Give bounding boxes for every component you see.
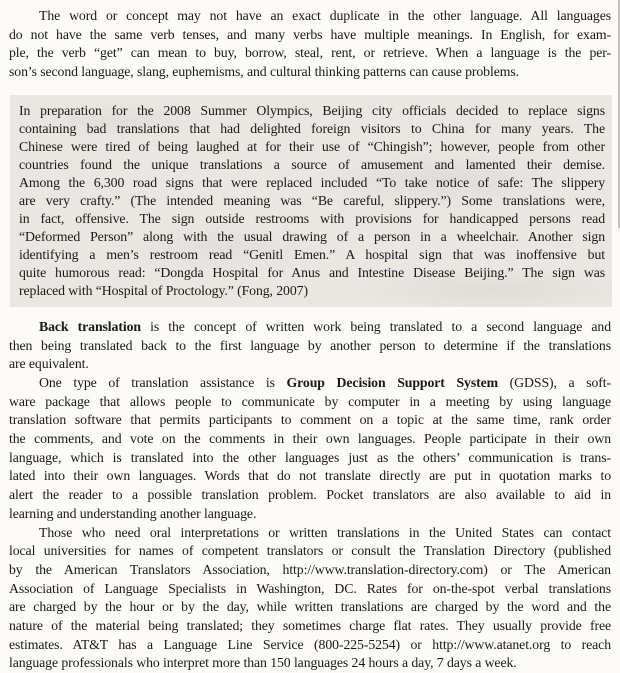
text-segment: “Deformed Person” along with the usual drawing of a person in a wheelchair. Another sign	[19, 228, 605, 244]
text-line	[19, 192, 605, 210]
text-segment: are very crafty.” (The intended meaning was “Be careful, slippery.”) Some translations were,	[19, 192, 605, 208]
text-segment: containing bad translations that had delighted foreign visitors to China for many years. The	[19, 120, 605, 136]
text-line	[19, 156, 605, 174]
text-line	[9, 411, 611, 430]
text-segment: Among the 6,300 road signs that were replaced included “To take notice of safe: The slippery	[19, 174, 605, 190]
text-segment: alert the reader to a possible translation problem. Pocket translators are also available to aid in	[9, 487, 611, 503]
text-segment: son’s second language, slang, euphemisms, and cultural thinking patterns can cause problems.	[9, 64, 519, 80]
text-segment: by the American Translators Association, http://www.translation-directory.com) or The American	[9, 561, 611, 577]
text-segment: In preparation for the 2008 Summer Olympics, Beijing city officials decided to replace signs	[19, 102, 605, 118]
text-segment: local universities for names of competent translators or consult the Translation Directory (published	[9, 543, 611, 559]
text-line	[9, 337, 611, 356]
text-line	[19, 264, 605, 282]
text-line	[9, 486, 611, 505]
text-line	[9, 636, 611, 655]
bold-key-term: Back translation	[39, 318, 141, 334]
text-segment: is the concept of written work being translated to a second language and	[140, 318, 611, 334]
page-content	[9, 7, 611, 673]
text-segment: learning and understanding another language.	[9, 505, 257, 521]
text-line	[9, 44, 611, 63]
text-line	[9, 393, 611, 412]
text-line	[9, 654, 611, 673]
text-line	[9, 505, 611, 524]
text-segment: Association of Language Specialists in Washington, DC. Rates for on-the-spot verbal translations	[9, 580, 611, 596]
text-line	[9, 318, 611, 337]
text-segment: translation software that permits participants to comment on a topic at the same time, rank order	[9, 412, 611, 428]
text-segment: quite humorous read: “Dongda Hospital for Anus and Intestine Disease Beijing.” The sign was	[19, 264, 605, 280]
paragraph	[9, 524, 611, 673]
text-line	[9, 542, 611, 561]
text-segment: The word or concept may not have an exact duplicate in the other language. All languages	[39, 8, 611, 23]
text-segment: identifying a men’s restroom read “Genitl Emen.” A hospital sign that was inoffensive but	[19, 246, 605, 262]
text-segment: replaced with “Hospital of Proctology.” (Fong, 2007)	[19, 282, 308, 298]
text-line	[9, 7, 611, 26]
text-line	[9, 430, 611, 449]
text-segment: countries found the unique translations a source of amusement and lamented their demise.	[19, 156, 605, 172]
text-segment: the comments, and vote on the comments in their own languages. People participate in their own	[9, 431, 611, 447]
text-line	[19, 210, 605, 228]
bold-key-term: Group Decision Support System	[286, 374, 499, 390]
text-line	[9, 355, 611, 374]
paragraph	[9, 374, 611, 524]
text-line	[9, 561, 611, 580]
text-line	[19, 246, 605, 264]
text-line	[9, 617, 611, 636]
paragraph	[9, 7, 611, 82]
paragraph	[9, 318, 611, 374]
text-segment: are equivalent.	[9, 356, 89, 372]
text-line	[9, 467, 611, 486]
text-line	[9, 598, 611, 617]
text-segment: One type of translation assistance is	[39, 374, 287, 390]
text-segment: ple, the verb “get” can mean to buy, borrow, steal, rent, or retrieve. When a language is the per-	[9, 45, 611, 61]
text-segment: (GDSS), a soft-	[498, 374, 611, 390]
text-segment: estimates. AT&T has a Language Line Service (800-225-5254) or http://www.atanet.org to reach	[9, 636, 611, 652]
text-segment: Those who need oral interpretations or written translations in the United States can contact	[39, 524, 611, 540]
text-segment: ware package that allows people to communicate by computer in a meeting by using language	[9, 393, 611, 409]
text-line	[9, 580, 611, 599]
text-segment: lated into their own languages. Words that do not translate directly are put in quotation marks to	[9, 468, 611, 484]
text-segment: Chinese were tired of being laughed at for their use of “Chingish”; however, people from other	[19, 138, 605, 154]
highlight-box	[10, 95, 612, 307]
text-line	[9, 63, 611, 82]
text-line	[9, 449, 611, 468]
text-segment: then being translated back to the first language by another person to determine if the translations	[9, 337, 611, 353]
text-segment: are charged by the hour or by the day, while written translations are charged by the word and the	[9, 599, 611, 615]
text-segment: language, which is translated into the other languages just as the others’ communication is trans-	[9, 449, 611, 465]
text-segment: nature of the material being translated; they sometimes charge flat rates. They usually provide free	[9, 618, 611, 634]
text-line	[19, 228, 605, 246]
text-line	[19, 138, 605, 156]
text-line	[9, 374, 611, 393]
text-line	[19, 120, 605, 138]
text-segment: in fact, offensive. The sign outside restrooms with provisions for handicapped persons read	[19, 210, 605, 226]
text-line	[19, 282, 605, 300]
text-segment: do not have the same verb tenses, and many verbs have multiple meanings. In English, for exam-	[9, 26, 611, 42]
text-line	[9, 524, 611, 543]
text-line	[19, 102, 605, 120]
text-line	[9, 26, 611, 45]
text-line	[19, 174, 605, 192]
text-segment: language professionals who interpret more than 150 languages 24 hours a day, 7 days a week.	[9, 655, 517, 671]
